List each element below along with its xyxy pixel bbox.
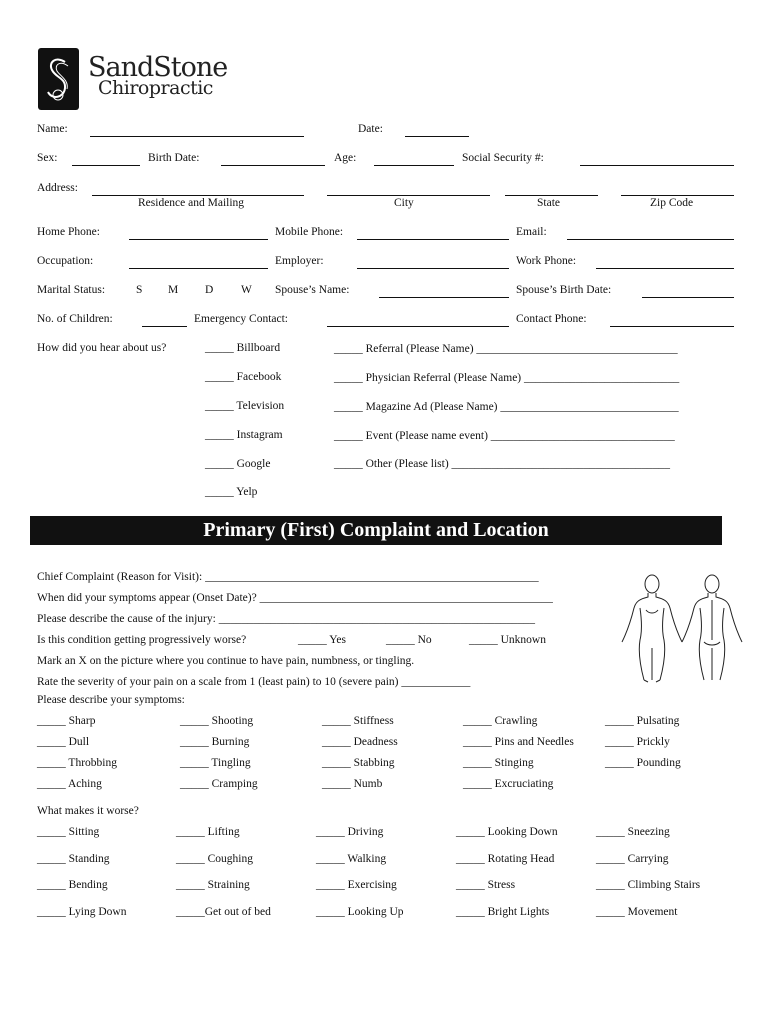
sex-field[interactable] (72, 153, 140, 166)
logo-sub: Chiropractic (98, 77, 213, 99)
symptom-option[interactable]: _____ Prickly (605, 736, 670, 748)
occupation-field[interactable] (129, 256, 268, 269)
occupation-label: Occupation: (37, 255, 94, 267)
worse-option[interactable]: _____ Movement (596, 906, 678, 918)
date-label: Date: (358, 123, 383, 135)
body-diagram[interactable] (616, 570, 746, 690)
referral-television[interactable]: _____ Television (205, 400, 285, 412)
onset-date[interactable]: When did your symptoms appear (Onset Date)? ___________________________________________________ (37, 592, 553, 604)
state-caption: State (537, 197, 560, 209)
symptom-option[interactable]: _____ Pounding (605, 757, 681, 769)
worse-option[interactable]: _____ Bright Lights (456, 906, 550, 918)
ssn-field[interactable] (580, 153, 734, 166)
hear-about-label: How did you hear about us? (37, 342, 167, 354)
address-label: Address: (37, 182, 78, 194)
spouse-name-label: Spouse’s Name: (275, 284, 350, 296)
symptom-option[interactable]: _____ Stabbing (322, 757, 395, 769)
marital-option-w[interactable]: W (241, 284, 252, 296)
worse-option[interactable]: _____ Exercising (316, 879, 397, 891)
contact-phone-label: Contact Phone: (516, 313, 587, 325)
marital-option-d[interactable]: D (205, 284, 214, 296)
logo-brand: SandStone (88, 52, 228, 83)
worse-option[interactable]: _____ Carrying (596, 853, 669, 865)
ssn-label: Social Security #: (462, 152, 544, 164)
worse-option[interactable]: _____ Climbing Stairs (596, 879, 701, 891)
spouse-birth-label: Spouse’s Birth Date: (516, 284, 612, 296)
referral-event[interactable]: _____ Event (Please name event) ________________________________ (334, 430, 675, 442)
worse-option[interactable]: _____ Stress (456, 879, 516, 891)
worse-option[interactable]: _____ Bending (37, 879, 108, 891)
marital-status-label: Marital Status: (37, 284, 106, 296)
work-phone-label: Work Phone: (516, 255, 577, 267)
employer-field[interactable] (357, 256, 509, 269)
home-phone-field[interactable] (129, 227, 268, 240)
referral-google[interactable]: _____ Google (205, 458, 271, 470)
chief-complaint[interactable]: Chief Complaint (Reason for Visit): __________________________________________________________ (37, 571, 539, 583)
logo-mark (38, 48, 79, 110)
referral-other[interactable]: _____ Other (Please list) ______________________________________ (334, 458, 671, 470)
name-label: Name: (37, 123, 68, 135)
symptom-option[interactable]: _____ Cramping (180, 778, 258, 790)
city-field[interactable] (327, 183, 490, 196)
marital-option-s[interactable]: S (136, 284, 143, 296)
mobile-phone-label: Mobile Phone: (275, 226, 344, 238)
emergency-field[interactable] (327, 314, 509, 327)
symptom-option[interactable]: _____ Dull (37, 736, 90, 748)
birth-date-label: Birth Date: (148, 152, 200, 164)
symptom-option[interactable]: _____ Pulsating (605, 715, 680, 727)
work-phone-field[interactable] (596, 256, 734, 269)
worse-option[interactable]: _____ Looking Up (316, 906, 404, 918)
symptom-option[interactable]: _____ Deadness (322, 736, 398, 748)
marital-option-m[interactable]: M (168, 284, 179, 296)
referral-name[interactable]: _____ Referral (Please Name) ___________________________________ (334, 343, 678, 355)
symptom-option[interactable]: _____ Sharp (37, 715, 96, 727)
home-phone-label: Home Phone: (37, 226, 100, 238)
symptom-option[interactable]: _____ Pins and Needles (463, 736, 574, 748)
progressive-yes[interactable]: _____ Yes (298, 634, 346, 646)
worse-option[interactable]: _____ Walking (316, 853, 387, 865)
referral-billboard[interactable]: _____ Billboard (205, 342, 281, 354)
worse-option[interactable]: _____ Driving (316, 826, 384, 838)
referral-facebook[interactable]: _____ Facebook (205, 371, 282, 383)
spouse-birth-field[interactable] (642, 285, 734, 298)
children-label: No. of Children: (37, 313, 113, 325)
worse-option[interactable]: _____ Lying Down (37, 906, 127, 918)
describe-symptoms-label: Please describe your symptoms: (37, 694, 185, 706)
worse-option[interactable]: _____ Looking Down (456, 826, 558, 838)
worse-option[interactable]: _____ Sitting (37, 826, 100, 838)
contact-phone-field[interactable] (610, 314, 734, 327)
progressive-no[interactable]: _____ No (386, 634, 432, 646)
symptom-option[interactable]: _____ Stinging (463, 757, 534, 769)
mark-instructions: Mark an X on the picture where you continue to have pain, numbness, or tingling. (37, 655, 415, 667)
spouse-name-field[interactable] (379, 285, 509, 298)
date-field[interactable] (405, 124, 469, 137)
symptom-option[interactable]: _____ Stiffness (322, 715, 394, 727)
age-label: Age: (334, 152, 357, 164)
worse-option[interactable]: _____ Lifting (176, 826, 240, 838)
state-field[interactable] (505, 183, 598, 196)
worse-option[interactable]: _____ Standing (37, 853, 110, 865)
referral-magazine[interactable]: _____ Magazine Ad (Please Name) _______________________________ (334, 401, 679, 413)
email-field[interactable] (567, 227, 734, 240)
worse-option[interactable]: _____ Rotating Head (456, 853, 555, 865)
symptom-option[interactable]: _____ Numb (322, 778, 383, 790)
progressive-question: Is this condition getting progressively worse? (37, 634, 247, 646)
section-title: Primary (First) Complaint and Location (30, 516, 722, 545)
referral-physician[interactable]: _____ Physician Referral (Please Name) ___________________________ (334, 372, 680, 384)
address-field[interactable] (92, 183, 304, 196)
symptom-option[interactable]: _____ Excruciating (463, 778, 554, 790)
symptom-option[interactable]: _____ Tingling (180, 757, 251, 769)
age-field[interactable] (374, 153, 454, 166)
pain-rating[interactable]: Rate the severity of your pain on a scale from 1 (least pain) to 10 (severe pain) ____________ (37, 676, 471, 688)
worse-option[interactable]: _____Get out of bed (176, 906, 271, 918)
name-field[interactable] (90, 124, 304, 137)
children-field[interactable] (142, 314, 187, 327)
symptom-option[interactable]: _____ Throbbing (37, 757, 117, 769)
city-caption: City (394, 197, 414, 209)
emergency-label: Emergency Contact: (194, 313, 288, 325)
symptom-option[interactable]: _____ Shooting (180, 715, 254, 727)
symptom-option[interactable]: _____ Burning (180, 736, 250, 748)
symptom-option[interactable]: _____ Aching (37, 778, 102, 790)
zip-field[interactable] (621, 183, 734, 196)
employer-label: Employer: (275, 255, 324, 267)
zip-caption: Zip Code (650, 197, 694, 209)
referral-instagram[interactable]: _____ Instagram (205, 429, 283, 441)
mobile-phone-field[interactable] (357, 227, 509, 240)
logo-wordmark (88, 52, 227, 99)
email-label: Email: (516, 226, 547, 238)
birth-date-field[interactable] (221, 153, 325, 166)
progressive-unknown[interactable]: _____ Unknown (469, 634, 546, 646)
referral-yelp[interactable]: _____ Yelp (205, 486, 258, 498)
worse-option[interactable]: _____ Coughing (176, 853, 253, 865)
residence-caption: Residence and Mailing (138, 197, 245, 209)
worse-title: What makes it worse? (37, 805, 139, 817)
sex-label: Sex: (37, 152, 58, 164)
injury-cause[interactable]: Please describe the cause of the injury: _______________________________________________________ (37, 613, 535, 625)
worse-option[interactable]: _____ Straining (176, 879, 250, 891)
worse-option[interactable]: _____ Sneezing (596, 826, 670, 838)
symptom-option[interactable]: _____ Crawling (463, 715, 538, 727)
